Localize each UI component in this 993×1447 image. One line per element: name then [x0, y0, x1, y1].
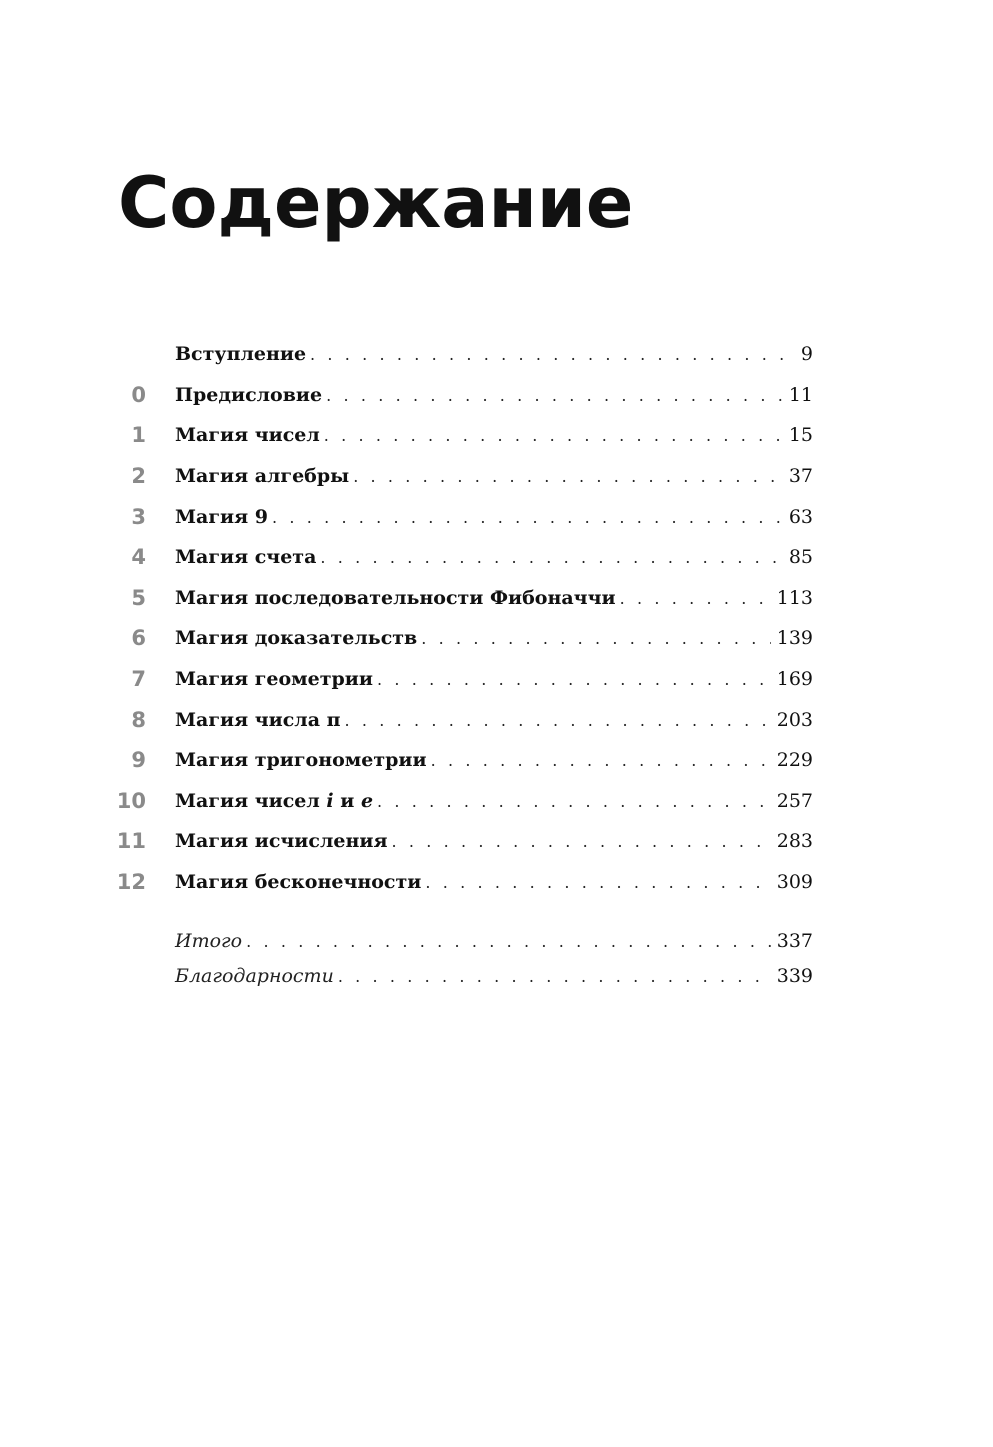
toc-entry-chapter-6[interactable] — [0, 623, 993, 653]
page-number: 309 — [776, 871, 813, 893]
chapter-title: Магия числа π — [175, 709, 341, 731]
chapter-number: 5 — [131, 586, 146, 610]
page-number: 339 — [776, 965, 813, 987]
page-number: 63 — [788, 506, 813, 528]
page-number: 113 — [776, 587, 813, 609]
chapter-number: 10 — [116, 789, 146, 813]
page-number: 257 — [776, 790, 813, 812]
toc-entry-chapter-0[interactable] — [0, 380, 993, 410]
dot-leader — [326, 381, 783, 411]
dot-leader — [377, 665, 771, 695]
toc-entry-chapter-7[interactable] — [0, 664, 993, 694]
dot-leader — [353, 462, 783, 492]
toc-entry-chapter-9[interactable] — [0, 745, 993, 775]
page-number: 11 — [788, 384, 813, 406]
dot-leader — [377, 787, 771, 817]
page-number: 9 — [800, 343, 813, 365]
chapter-number: 12 — [116, 870, 146, 894]
toc-entry-chapter-5[interactable] — [0, 583, 993, 613]
back-matter-title: Благодарности — [175, 965, 334, 987]
dot-leader — [620, 584, 771, 614]
chapter-number: 3 — [131, 505, 146, 529]
page-number: 139 — [776, 627, 813, 649]
page-number: 229 — [776, 749, 813, 771]
dot-leader — [310, 340, 795, 370]
chapter-title: Магия доказательств — [175, 627, 418, 649]
chapter-title: Магия последовательности Фибоначчи — [175, 587, 616, 609]
chapter-title: Магия тригонометрии — [175, 749, 427, 771]
chapter-title-prefix: Магия чисел — [175, 790, 327, 812]
dot-leader — [425, 868, 770, 898]
chapter-title: Магия 9 — [175, 506, 268, 528]
toc-entry-chapter-12[interactable] — [0, 867, 993, 897]
chapter-title: Предисловие — [175, 384, 323, 406]
chapter-number: 2 — [131, 464, 146, 488]
page-number: 203 — [776, 709, 813, 731]
dot-leader — [391, 827, 770, 857]
chapter-number: 1 — [131, 423, 146, 447]
toc-entry-acknowledgements[interactable] — [0, 961, 993, 991]
chapter-number: 4 — [131, 545, 146, 569]
math-variable-i: i — [326, 790, 334, 812]
page-number: 15 — [788, 424, 813, 446]
toc-entry-chapter-10[interactable] — [0, 786, 993, 816]
toc-entry-chapter-3[interactable] — [0, 502, 993, 532]
toc-entry-chapter-2[interactable] — [0, 461, 993, 491]
toc-entry-chapter-4[interactable] — [0, 542, 993, 572]
dot-leader — [246, 927, 771, 957]
chapter-number: 9 — [131, 748, 146, 772]
toc-entry-total[interactable] — [0, 926, 993, 956]
toc-entry-chapter-11[interactable] — [0, 826, 993, 856]
math-variable-e: e — [360, 790, 374, 812]
chapter-title: Магия счета — [175, 546, 317, 568]
page-number: 283 — [776, 830, 813, 852]
chapter-number: 6 — [131, 626, 146, 650]
page-number: 37 — [788, 465, 813, 487]
toc-entry-chapter-8[interactable] — [0, 705, 993, 735]
toc-entry-intro[interactable] — [0, 339, 993, 369]
toc-entry-chapter-1[interactable] — [0, 420, 993, 450]
chapter-number: 0 — [131, 383, 146, 407]
dot-leader — [338, 962, 771, 992]
page-number: 169 — [776, 668, 813, 690]
back-matter-title: Итого — [175, 930, 243, 952]
chapter-title: Магия геометрии — [175, 668, 373, 690]
chapter-title-mid: и — [333, 790, 361, 812]
dot-leader — [345, 706, 771, 736]
chapter-number: 7 — [131, 667, 146, 691]
dot-leader — [272, 503, 783, 533]
chapter-number: 11 — [116, 829, 146, 853]
dot-leader — [324, 421, 783, 451]
chapter-title: Вступление — [175, 343, 307, 365]
dot-leader — [421, 624, 771, 654]
chapter-title: Магия алгебры — [175, 465, 350, 487]
chapter-title: Магия чисел — [175, 424, 320, 446]
chapter-title: Магия исчисления — [175, 830, 388, 852]
chapter-number: 8 — [131, 708, 146, 732]
chapter-title: Магия бесконечности — [175, 871, 422, 893]
chapter-title — [175, 786, 373, 816]
page-number: 85 — [788, 546, 813, 568]
page-title: Содержание — [118, 162, 634, 244]
page-number: 337 — [776, 930, 813, 952]
dot-leader — [320, 543, 782, 573]
dot-leader — [431, 746, 771, 776]
